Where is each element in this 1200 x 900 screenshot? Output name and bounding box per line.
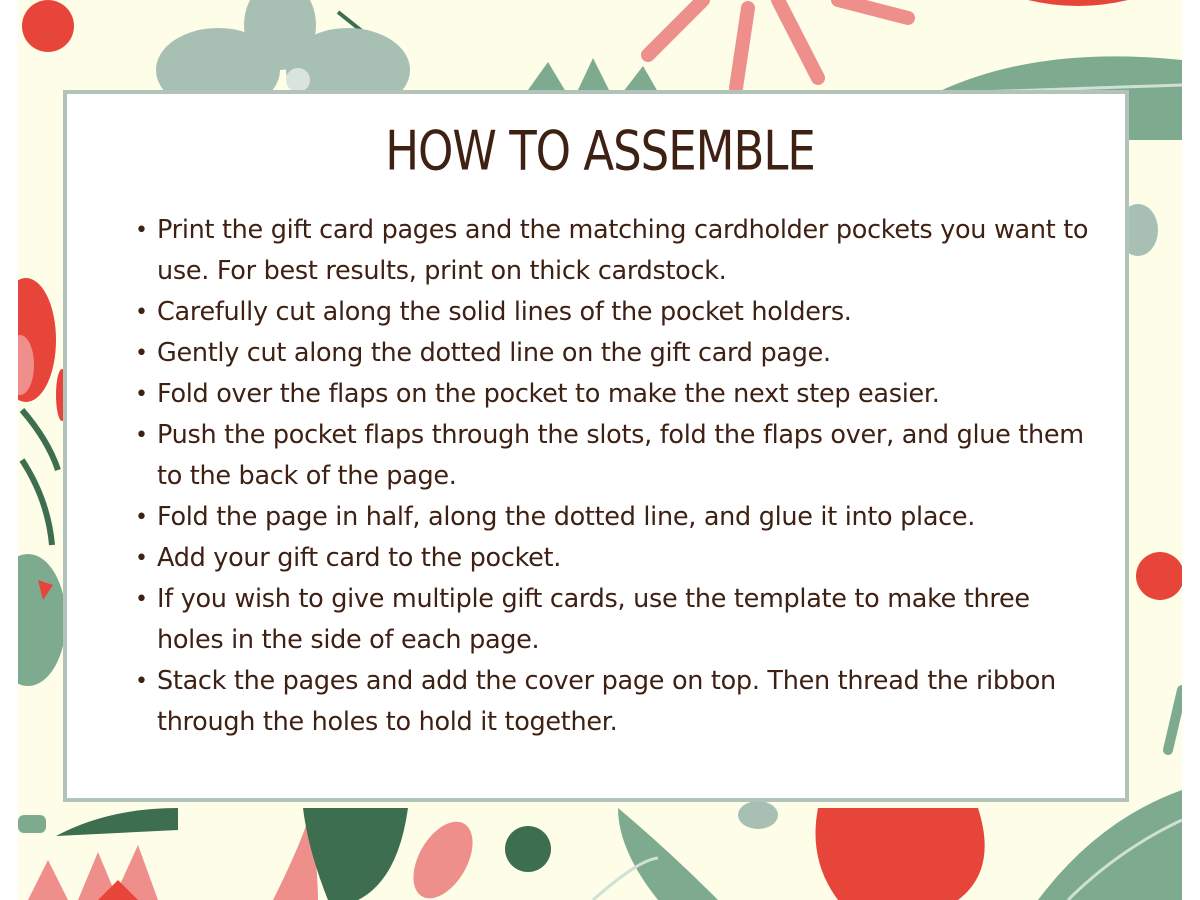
red-berry	[1136, 552, 1182, 600]
bullet-icon: •	[135, 382, 148, 407]
bullet-icon: •	[135, 423, 148, 448]
sage-bud	[738, 801, 778, 829]
sage-leaf	[618, 808, 718, 900]
bullet-icon: •	[135, 341, 148, 366]
list-item	[135, 333, 1100, 374]
pink-flower-rays	[648, 0, 908, 88]
red-berry	[22, 0, 74, 52]
bullet-icon: •	[135, 505, 148, 530]
step-text: If you wish to give multiple gift cards, use the template to make three holes in the side of each page.	[157, 584, 1030, 655]
red-petal	[1028, 0, 1128, 6]
step-text: Push the pocket flaps through the slots, fold the flaps over, and glue them to the back of the page.	[157, 420, 1084, 491]
list-item	[135, 210, 1100, 292]
dark-leaf	[303, 808, 408, 900]
step-text: Fold over the flaps on the pocket to make the next step easier.	[157, 379, 940, 409]
red-petal	[816, 808, 985, 900]
bullet-icon: •	[135, 669, 148, 694]
dark-leaf	[56, 808, 178, 836]
dark-berry	[505, 826, 551, 872]
bullet-icon: •	[135, 546, 148, 571]
pink-leaf	[401, 812, 485, 900]
sage-leaf	[18, 554, 66, 686]
dark-stem	[22, 410, 58, 545]
page-title: HOW TO ASSEMBLE	[385, 119, 815, 183]
step-text: Gently cut along the dotted line on the gift card page.	[157, 338, 831, 368]
list-item	[135, 374, 1100, 415]
list-item	[135, 538, 1100, 579]
step-text: Stack the pages and add the cover page on top. Then thread the ribbon through the holes to hold it together.	[157, 666, 1056, 737]
list-item	[135, 497, 1100, 538]
bullet-icon: •	[135, 587, 148, 612]
step-text: Fold the page in half, along the dotted line, and glue it into place.	[157, 502, 976, 532]
list-item	[135, 292, 1100, 333]
step-text: Print the gift card pages and the matching cardholder pockets you want to use. For best results, print on thick cardstock.	[157, 215, 1089, 286]
bullet-icon: •	[135, 300, 148, 325]
bullet-icon: •	[135, 218, 148, 243]
sage-leaf	[1038, 790, 1182, 900]
list-item	[135, 579, 1100, 661]
list-item	[135, 661, 1100, 743]
sage-strip	[18, 815, 46, 833]
list-item	[135, 415, 1100, 497]
step-text: Carefully cut along the solid lines of the pocket holders.	[157, 297, 852, 327]
step-text: Add your gift card to the pocket.	[157, 543, 562, 573]
green-leaves	[528, 58, 658, 92]
assembly-steps-list	[135, 210, 1100, 743]
green-stem	[1168, 690, 1182, 750]
pink-flower-bottom	[28, 845, 158, 900]
